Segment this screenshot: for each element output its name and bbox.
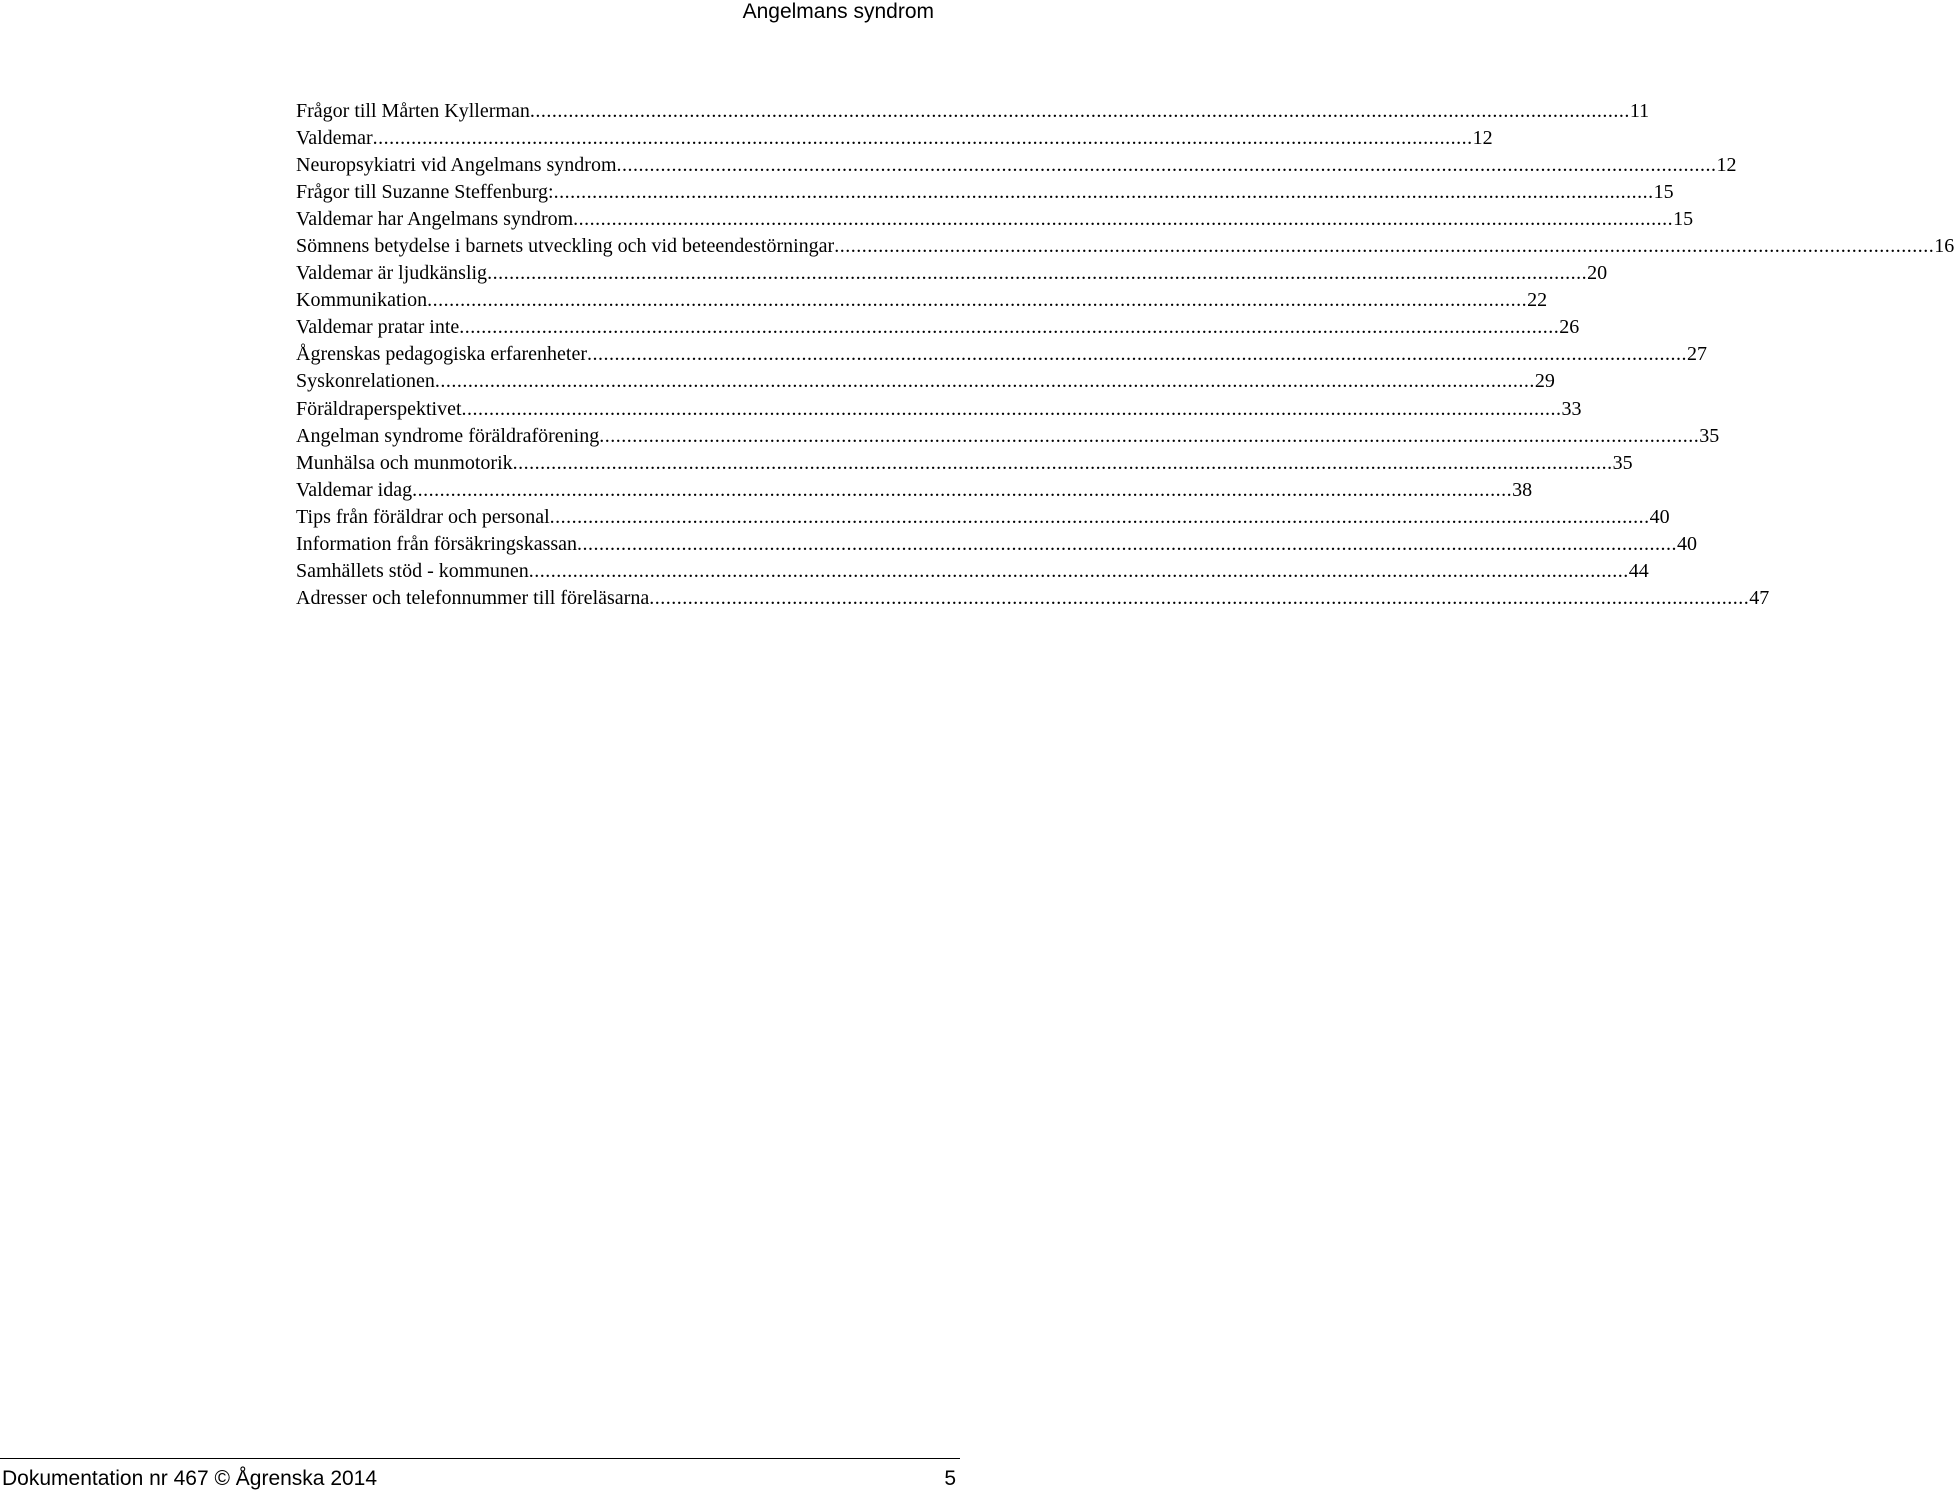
toc-entry-page: 15 — [1653, 181, 1674, 204]
footer-document-info: Dokumentation nr 467 © Ågrenska 2014 — [2, 1467, 378, 1490]
footer-page-number: 5 — [944, 1467, 956, 1490]
toc-dot-leader: ........................................................................................................................................................................................................ — [412, 478, 1513, 501]
toc-entry-page: 38 — [1512, 478, 1533, 501]
toc-entry-page: 35 — [1699, 424, 1720, 447]
toc-entry[interactable] — [296, 396, 1582, 423]
toc-entry[interactable] — [296, 504, 1670, 531]
page-footer — [2, 1466, 960, 1494]
toc-dot-leader: ........................................................................................................................................................................................................ — [573, 208, 1674, 231]
toc-entry[interactable] — [296, 314, 1580, 341]
toc-dot-leader: ........................................................................................................................................................................................................ — [461, 397, 1562, 420]
toc-dot-leader: ........................................................................................................................................................................................................ — [599, 424, 1700, 447]
table-of-contents — [296, 98, 1954, 612]
toc-entry-title: Valdemar idag — [296, 478, 413, 501]
toc-dot-leader: ........................................................................................................................................................................................................ — [459, 316, 1560, 339]
toc-entry-title: Neuropsykiatri vid Angelmans syndrom — [296, 154, 617, 177]
toc-entry[interactable] — [296, 152, 1737, 179]
toc-entry[interactable] — [296, 206, 1694, 233]
toc-entry[interactable] — [296, 287, 1548, 314]
toc-entry[interactable] — [296, 450, 1633, 477]
toc-entry-title: Valdemar har Angelmans syndrom — [296, 208, 574, 231]
toc-entry[interactable] — [296, 341, 1707, 368]
toc-entry-title: Ågrenskas pedagogiska erfarenheter — [296, 343, 587, 366]
toc-entry-page: 44 — [1628, 559, 1649, 582]
toc-entry-page: 29 — [1534, 370, 1555, 393]
toc-entry-title: Adresser och telefonnummer till föreläsarna — [296, 586, 650, 609]
toc-entry[interactable] — [296, 368, 1555, 395]
toc-entry-title: Föräldraperspektivet — [296, 397, 462, 420]
toc-entry-title: Syskonrelationen — [296, 370, 435, 393]
toc-dot-leader: ........................................................................................................................................................................................................ — [512, 451, 1613, 474]
toc-entry-title: Munhälsa och munmotorik — [296, 451, 513, 474]
toc-entry[interactable] — [296, 260, 1608, 287]
toc-entry-page: 33 — [1561, 397, 1582, 420]
toc-dot-leader: ........................................................................................................................................................................................................ — [528, 559, 1629, 582]
toc-entry-page: 20 — [1587, 262, 1608, 285]
toc-entry[interactable] — [296, 558, 1649, 585]
toc-entry-page: 12 — [1716, 154, 1737, 177]
toc-entry-page: 22 — [1527, 289, 1548, 312]
toc-dot-leader: ........................................................................................................................................................................................................ — [427, 289, 1528, 312]
toc-entry-page: 47 — [1749, 586, 1770, 609]
toc-entry[interactable] — [296, 531, 1698, 558]
toc-dot-leader: ........................................................................................................................................................................................................ — [434, 370, 1535, 393]
toc-entry-title: Valdemar — [296, 127, 373, 150]
toc-entry-page: 40 — [1649, 505, 1670, 528]
toc-dot-leader: ........................................................................................................................................................................................................ — [487, 262, 1588, 285]
toc-entry-title: Kommunikation — [296, 289, 428, 312]
toc-entry-page: 26 — [1559, 316, 1580, 339]
toc-entry-page: 35 — [1612, 451, 1633, 474]
toc-dot-leader: ........................................................................................................................................................................................................ — [834, 235, 1935, 258]
toc-dot-leader: ........................................................................................................................................................................................................ — [553, 181, 1654, 204]
running-header: Angelmans syndrom — [742, 0, 934, 23]
toc-entry-title: Angelman syndrome föräldraförening — [296, 424, 600, 447]
toc-entry-title: Frågor till Mårten Kyllerman — [296, 100, 530, 122]
toc-dot-leader: ........................................................................................................................................................................................................ — [577, 532, 1678, 555]
toc-entry-page: 16 — [1934, 235, 1954, 258]
toc-entry[interactable] — [296, 423, 1720, 450]
toc-entry[interactable] — [296, 233, 1954, 260]
toc-entry[interactable] — [296, 125, 1493, 152]
toc-entry-page: 12 — [1472, 127, 1493, 150]
toc-entry[interactable] — [296, 477, 1533, 504]
toc-entry-title: Valdemar pratar inte — [296, 316, 460, 339]
toc-entry-title: Frågor till Suzanne Steffenburg: — [296, 181, 554, 204]
toc-dot-leader: ........................................................................................................................................................................................................ — [529, 100, 1630, 122]
toc-entry-page: 11 — [1629, 100, 1650, 122]
toc-entry-title: Valdemar är ljudkänslig — [296, 262, 488, 285]
toc-dot-leader: ........................................................................................................................................................................................................ — [372, 127, 1473, 150]
footer-divider — [0, 1458, 960, 1459]
toc-entry[interactable] — [296, 179, 1674, 206]
toc-entry-title: Sömnens betydelse i barnets utveckling och vid beteendestörningar — [296, 235, 835, 258]
toc-dot-leader: ........................................................................................................................................................................................................ — [586, 343, 1687, 366]
toc-entry-page: 27 — [1686, 343, 1707, 366]
toc-dot-leader: ........................................................................................................................................................................................................ — [616, 154, 1717, 177]
toc-entry-title: Information från försäkringskassan — [296, 532, 578, 555]
toc-dot-leader: ........................................................................................................................................................................................................ — [649, 586, 1750, 609]
toc-entry-title: Tips från föräldrar och personal — [296, 505, 550, 528]
toc-entry[interactable] — [296, 98, 1650, 125]
toc-entry[interactable] — [296, 585, 1770, 612]
toc-entry-page: 40 — [1677, 532, 1698, 555]
toc-entry-page: 15 — [1673, 208, 1694, 231]
toc-dot-leader: ........................................................................................................................................................................................................ — [549, 505, 1650, 528]
toc-entry-title: Samhällets stöd - kommunen — [296, 559, 529, 582]
